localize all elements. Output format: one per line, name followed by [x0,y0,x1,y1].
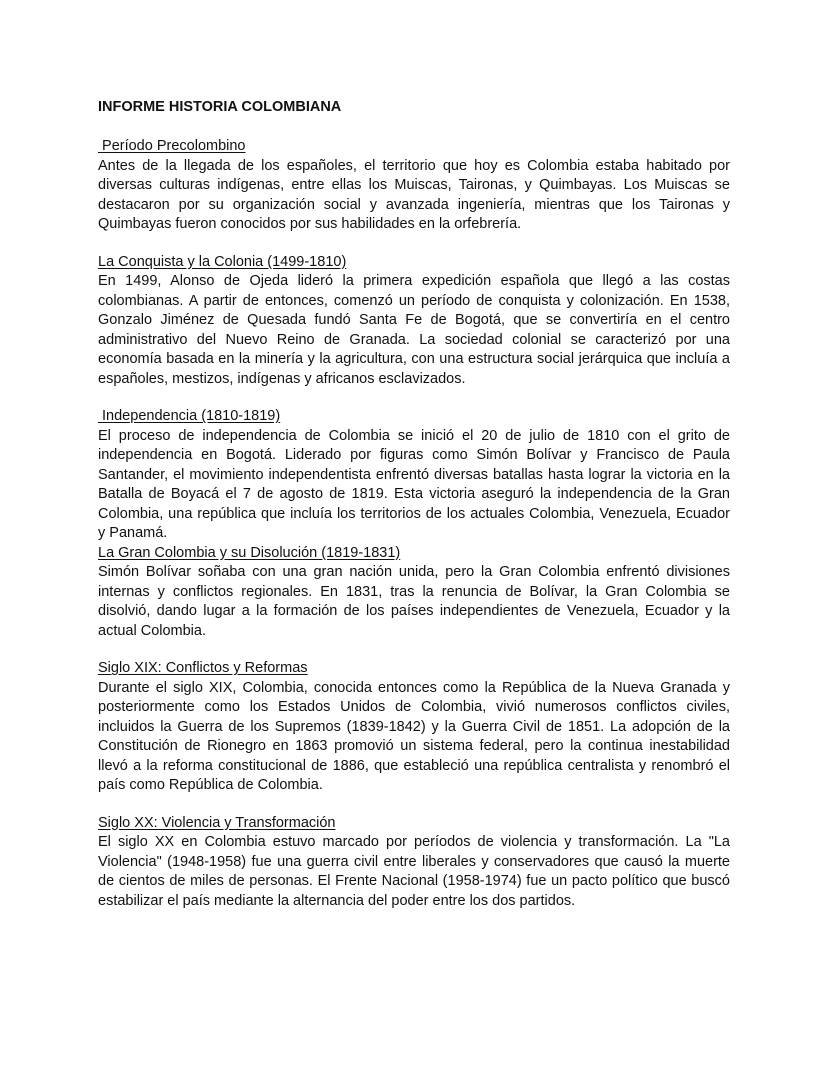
section-paragraph: En 1499, Alonso de Ojeda lideró la primera expedición española que llegó a las costas colombianas. A partir de entonces, comenzó un período de conquista y colonización. En 1538, Gonzalo Jiménez de Quesada fundó Santa Fe de Bogotá, que se convertiría en el centro administrativo del Nuevo Reino de Granada. La sociedad colonial se caracterizó por una economía basada en la minería y la agricultura, con una estructura social jerárquica que incluía a españoles, mestizos, indígenas y africanos esclavizados. [98,273,730,387]
section-paragraph: Antes de la llegada de los españoles, el territorio que hoy es Colombia estaba habitado por diversas culturas indígenas, entre ellas los Muiscas, Taironas, y Quimbayas. Los Muiscas se destacaron por su organización social y avanzada ingeniería, mientras que los Taironas y Quimbayas fueron conocidos por sus habilidades en la orfebrería. [98,157,730,232]
section-paragraph: El proceso de independencia de Colombia se inició el 20 de julio de 1810 con el grito de independencia en Bogotá. Liderado por figuras como Simón Bolívar y Francisco de Paula Santander, el movimiento independentista enfrentó diversas batallas hasta lograr la victoria en la Batalla de Boyacá el 7 de agosto de 1819. Esta victoria aseguró la independencia de la Gran Colombia, una república que incluía los territorios de los actuales Colombia, Venezuela, Ecuador y Panamá. [98,427,730,541]
section-paragraph: Simón Bolívar soñaba con una gran nación unida, pero la Gran Colombia enfrentó divisiones internas y conflictos regionales. En 1831, tras la renuncia de Bolívar, la Gran Colombia se disolvió, dando lugar a la formación de los países independientes de Venezuela, Ecuador y la actual Colombia. [98,564,730,639]
section-heading: Período Precolombino [98,138,246,154]
section-paragraph: El siglo XX en Colombia estuvo marcado por períodos de violencia y transformación. La "La Violencia" (1948-1958) fue una guerra civil entre liberales y conservadores que causó la muerte de cientos de miles de personas. El Frente Nacional (1958-1974) fue un pacto político que buscó estabilizar el país mediante la alternancia del poder entre los dos partidos. [98,834,730,909]
section-gran-colombia [98,544,730,642]
section-heading: Independencia (1810-1819) [98,408,281,424]
section-conquista-colonia [98,253,730,390]
section-heading: La Conquista y la Colonia (1499-1810) [98,253,347,270]
section-siglo-xx [98,814,730,912]
section-precolombino [98,137,730,235]
document-content [98,97,730,911]
section-heading: La Gran Colombia y su Disolución (1819-1831) [98,544,401,561]
section-independencia [98,407,730,544]
document-title: INFORME HISTORIA COLOMBIANA [98,99,342,115]
section-heading: Siglo XIX: Conflictos y Reformas [98,660,308,676]
section-heading: Siglo XX: Violencia y Transformación [98,814,336,831]
section-siglo-xix [98,659,730,796]
section-paragraph: Durante el siglo XIX, Colombia, conocida entonces como la República de la Nueva Granada y posteriormente como los Estados Unidos de Colombia, vivió numerosos conflictos civiles, incluidos la Guerra de los Supremos (1839-1842) y la Guerra Civil de 1851. La adopción de la Constitución de Rionegro en 1863 promovió un sistema federal, pero la continua inestabilidad llevó a la reforma constitucional de 1886, que estableció una república centralista y renombró el país como República de Colombia. [98,679,730,793]
